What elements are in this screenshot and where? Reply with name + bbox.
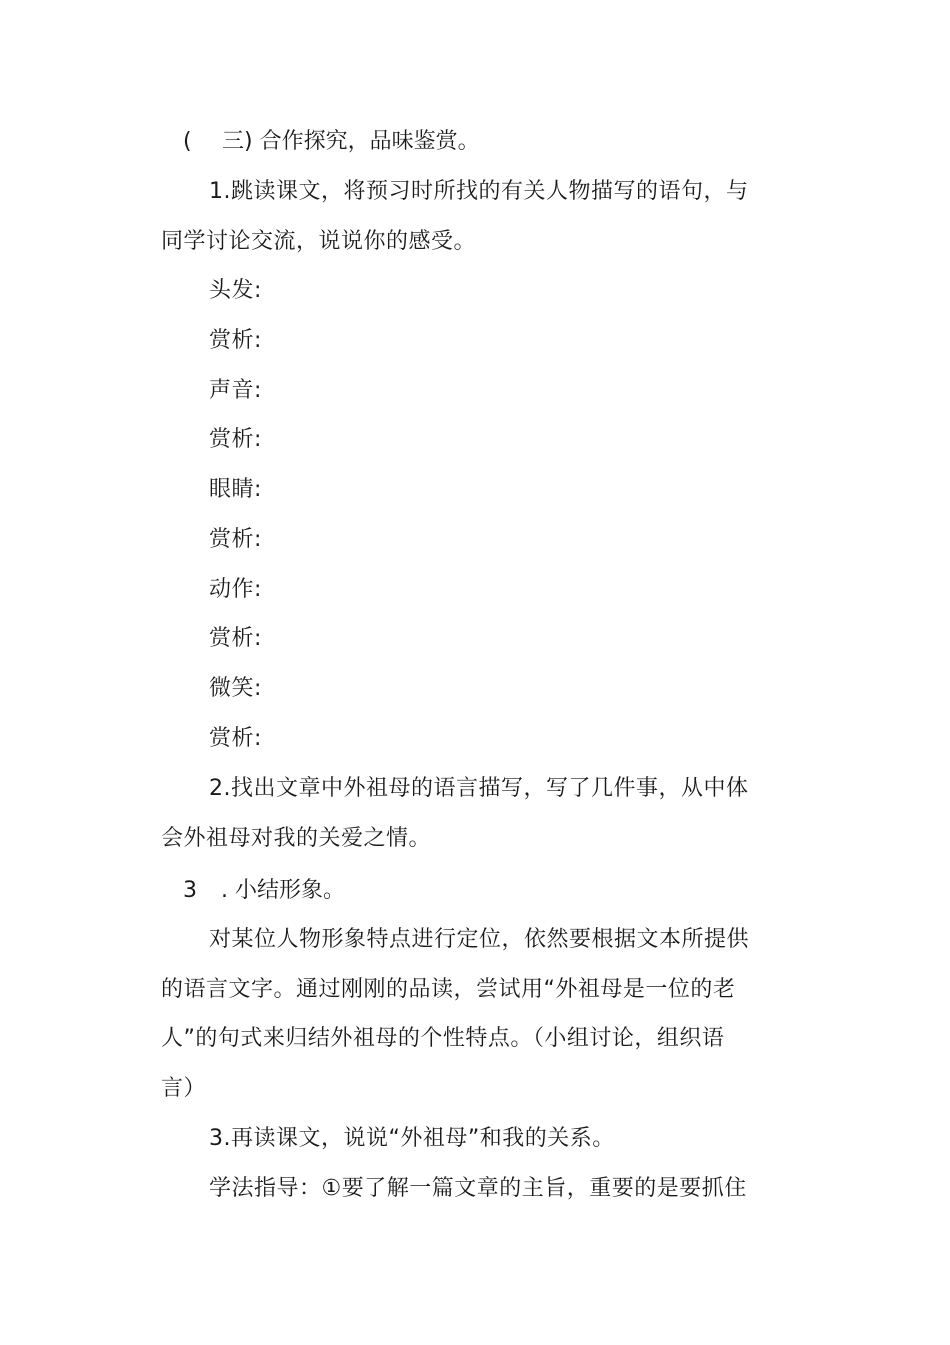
item1-line2: 同学讨论交流，说说你的感受。 bbox=[161, 229, 477, 254]
field-action: 动作: bbox=[209, 577, 262, 602]
para-line4: 言） bbox=[161, 1076, 207, 1101]
item1-line1: 1.跳读课文，将预习时所找的有关人物描写的语句，与 bbox=[209, 179, 749, 204]
field-smile: 微笑: bbox=[209, 676, 262, 701]
item2-line1: 2.找出文章中外祖母的语言描写，写了几件事，从中体 bbox=[209, 776, 749, 801]
study-guide: 学法指导：①要了解一篇文章的主旨，重要的是要抓住 bbox=[209, 1176, 747, 1201]
section-heading: 三) 合作探究，品味鉴赏。 bbox=[222, 129, 480, 154]
field-analysis: 赏析: bbox=[209, 328, 262, 353]
field-voice: 声音: bbox=[209, 378, 262, 403]
field-analysis: 赏析: bbox=[209, 626, 262, 651]
field-analysis: 赏析: bbox=[209, 726, 262, 751]
para-line3: 人”的句式来归结外祖母的个性特点。（小组讨论，组织语 bbox=[161, 1026, 725, 1051]
item3b-heading: 3.再读课文，说说“外祖母”和我的关系。 bbox=[209, 1126, 615, 1151]
para-line2: 的语言文字。通过刚刚的品读，尝试用“外祖母是一位的老 bbox=[161, 977, 736, 1002]
section-paren: ( bbox=[183, 129, 192, 154]
field-hair: 头发: bbox=[209, 278, 262, 303]
field-analysis: 赏析: bbox=[209, 427, 262, 452]
item3-heading: . 小结形象。 bbox=[221, 878, 345, 903]
para-line1: 对某位人物形象特点进行定位，依然要根据文本所提供 bbox=[209, 927, 750, 952]
item2-line2: 会外祖母对我的关爱之情。 bbox=[161, 826, 432, 851]
item3-number: 3 bbox=[183, 878, 197, 903]
field-analysis: 赏析: bbox=[209, 527, 262, 552]
field-eyes: 眼睛: bbox=[209, 477, 262, 502]
